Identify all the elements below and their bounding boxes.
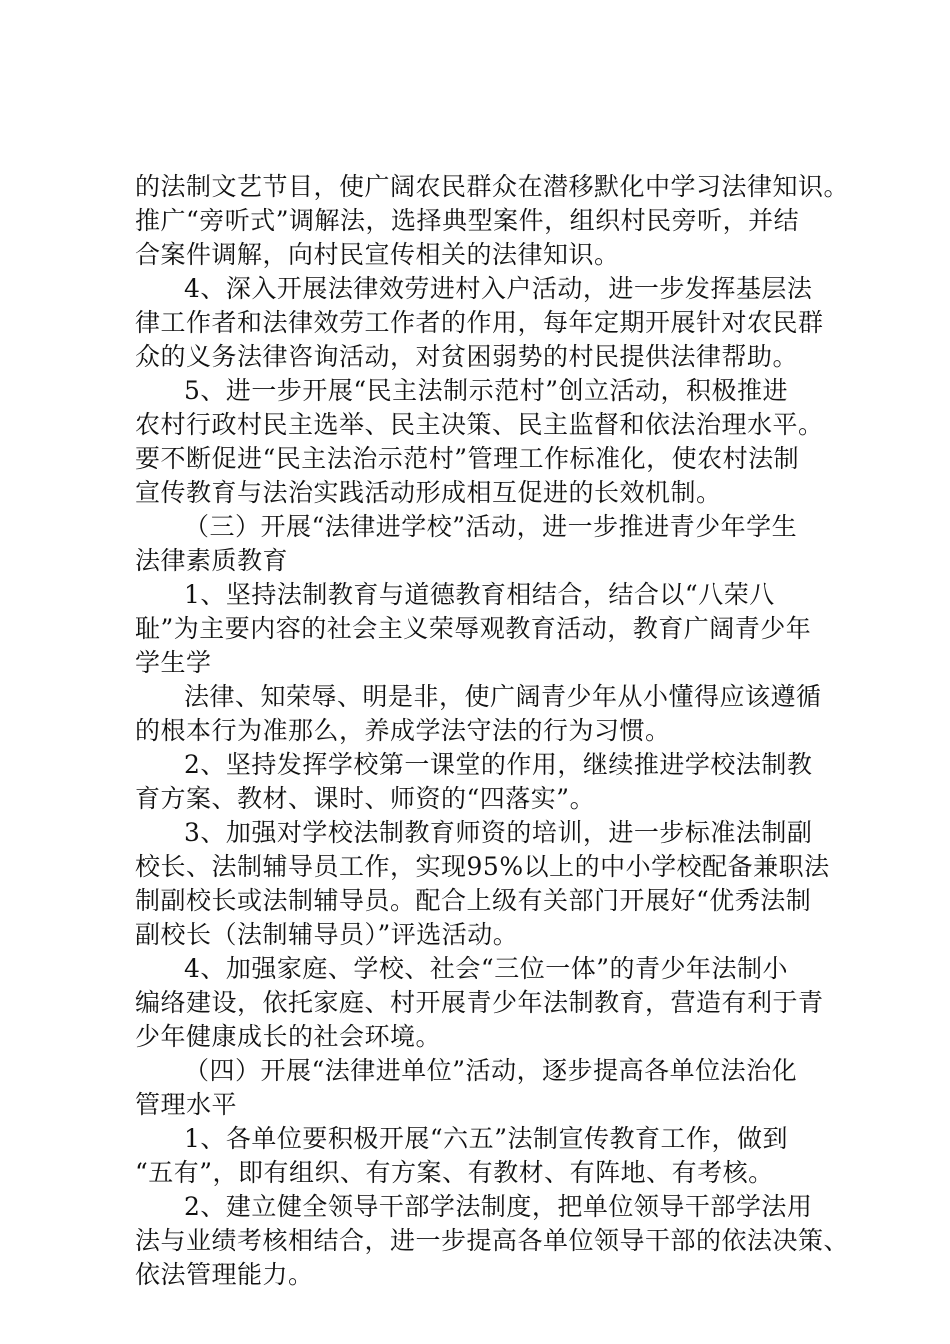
- text-line: 1、坚持法制教育与道德教育相结合，结合以“八荣八: [184, 580, 775, 609]
- text-line: 编络建设，依托家庭、村开展青少年法制教育，营造有利于青: [135, 988, 824, 1017]
- text-line: 的法制文艺节目，使广阔农民群众在潜移默化中学习法律知识。: [135, 172, 850, 201]
- section-heading: （三）开展“法律进学校”活动，进一步推进青少年学生: [184, 512, 798, 541]
- text-line: 法律、知荣辱、明是非，使广阔青少年从小懂得应该遵循: [184, 682, 822, 711]
- text-line: 制副校长或法制辅导员。配合上级有关部门开展好“优秀法制: [135, 886, 812, 915]
- text-line: 少年健康成长的社会环境。: [135, 1022, 442, 1051]
- text-line: 5、进一步开展“民主法制示范村”创立活动，积极推进: [184, 376, 788, 405]
- text-line: 宣传教育与法治实践活动形成相互促进的长效机制。: [135, 478, 722, 507]
- text-line: 2、坚持发挥学校第一课堂的作用，继续推进学校法制教: [184, 750, 813, 779]
- section-heading-cont: 管理水平: [135, 1090, 238, 1119]
- text-line: 农村行政村民主选举、民主决策、民主监督和依法治理水平。: [135, 410, 824, 439]
- text-line: 学生学: [135, 648, 212, 677]
- text-line: 的根本行为准那么，养成学法守法的行为习惯。: [135, 716, 671, 745]
- text-line: 依法管理能力。: [135, 1260, 314, 1289]
- text-line: 副校长（法制辅导员）”评选活动。: [135, 920, 519, 949]
- text-line: 合案件调解，向村民宣传相关的法律知识。: [135, 240, 620, 269]
- text-line: 校长、法制辅导员工作，实现95%以上的中小学校配备兼职法: [135, 852, 830, 881]
- text-line: “五有”，即有组织、有方案、有教材、有阵地、有考核。: [135, 1158, 774, 1187]
- text-line: 推广“旁听式”调解法，选择典型案件，组织村民旁听，并结: [135, 206, 800, 235]
- section-heading: （四）开展“法律进单位”活动，逐步提高各单位法治化: [184, 1056, 798, 1085]
- text-line: 4、深入开展法律效劳进村入户活动，进一步发挥基层法: [184, 274, 813, 303]
- text-line: 2、建立健全领导干部学法制度，把单位领导干部学法用: [184, 1192, 813, 1221]
- text-line: 法与业绩考核相结合，进一步提高各单位领导干部的依法决策、: [135, 1226, 850, 1255]
- text-line: 3、加强对学校法制教育师资的培训，进一步标准法制副: [184, 818, 813, 847]
- text-line: 4、加强家庭、学校、社会“三位一体”的青少年法制小: [184, 954, 788, 983]
- text-line: 律工作者和法律效劳工作者的作用，每年定期开展针对农民群: [135, 308, 824, 337]
- text-line: 1、各单位要积极开展“六五”法制宣传教育工作，做到: [184, 1124, 788, 1153]
- text-line: 众的义务法律咨询活动，对贫困弱势的村民提供法律帮助。: [135, 342, 799, 371]
- text-line: 要不断促进“民主法治示范村”管理工作标准化，使农村法制: [135, 444, 800, 473]
- text-line: 育方案、教材、课时、师资的“四落实”。: [135, 784, 596, 813]
- section-heading-cont: 法律素质教育: [135, 546, 289, 575]
- text-line: 耻”为主要内容的社会主义荣辱观教育活动，教育广阔青少年: [135, 614, 812, 643]
